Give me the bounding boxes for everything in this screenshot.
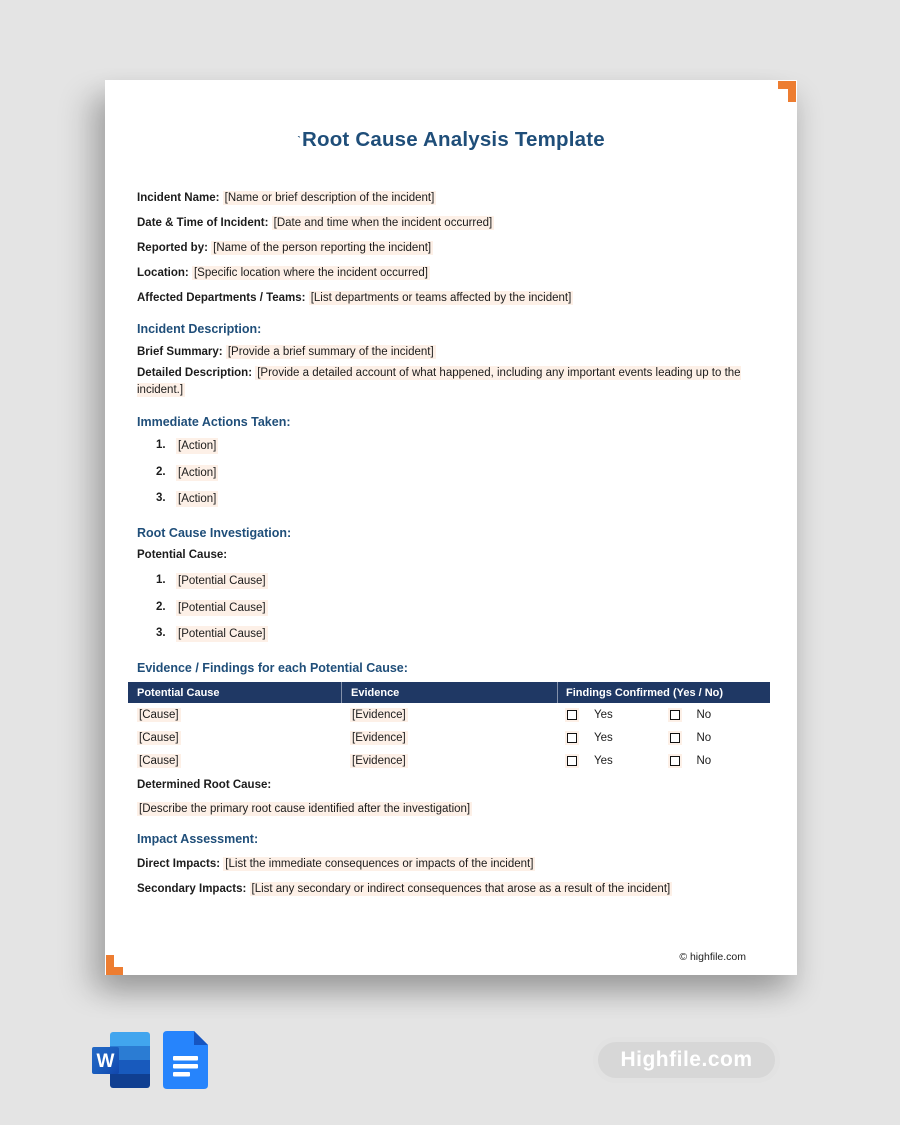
field-incident-name [137,191,765,205]
potential-cause-placeholder: [Potential Cause] [178,601,266,614]
yes-checkbox[interactable] [565,731,579,745]
evidence-placeholder: [Evidence] [352,708,406,721]
brief-summary-label: Brief Summary: [137,346,223,358]
checkbox-icon [670,710,680,720]
checkbox-icon [567,710,577,720]
field-placeholder: [Name or brief description of the incident] [224,192,435,204]
document-page [105,80,797,975]
cause-cell [128,709,341,721]
field-placeholder: [Name of the person reporting the incident] [213,242,432,254]
field-placeholder: [Specific location where the incident occurred] [193,267,428,279]
list-item [156,465,765,481]
direct-impacts-label: Direct Impacts: [137,858,221,870]
page-title-text: Root Cause Analysis Template [301,128,605,151]
yes-option [565,754,668,768]
immediate-actions-list [137,438,765,507]
checkbox-icon [670,756,680,766]
potential-cause-placeholder: [Potential Cause] [178,575,266,587]
potential-cause-list [137,573,765,642]
determined-root-cause-line [137,802,765,816]
table-header-row [128,682,770,703]
corner-accent-bottom-left-icon [106,955,123,975]
ms-word-icon[interactable] [92,1032,150,1088]
list-item [156,491,765,507]
no-option [668,754,771,768]
cause-cell [128,755,341,767]
secondary-impacts-line [137,882,765,896]
no-checkbox[interactable] [668,731,682,745]
list-number: 1. [156,439,166,451]
no-label: No [696,731,712,744]
field-label: Date & Time of Incident: [137,217,269,229]
findings-cell [557,731,770,745]
cause-cell [128,732,341,744]
cause-placeholder: [Cause] [139,708,179,721]
findings-cell [557,754,770,768]
table-row [128,726,770,749]
cause-placeholder: [Cause] [139,754,179,767]
yes-checkbox[interactable] [565,754,579,768]
section-heading-root-cause-investigation: Root Cause Investigation: [137,526,292,540]
list-number: 2. [156,600,166,613]
field-label: Location: [137,267,189,279]
incident-fields [137,191,765,305]
brief-summary-placeholder: [Provide a brief summary of the incident] [227,346,434,358]
field-label: Affected Departments / Teams: [137,292,306,304]
yes-label: Yes [594,731,613,744]
action-placeholder: [Action] [178,493,217,505]
checkbox-icon [567,733,577,743]
evidence-table [128,682,770,772]
checkbox-icon [567,756,577,766]
google-docs-icon[interactable] [163,1031,208,1089]
column-header-evidence: Evidence [341,682,557,703]
watermark-label: Highfile.com [620,1048,753,1071]
evidence-cell [341,732,557,744]
no-label: No [696,708,712,721]
no-label: No [696,754,712,767]
corner-accent-top-right-icon [778,81,796,102]
evidence-placeholder: [Evidence] [352,731,406,744]
section-heading-incident-description: Incident Description: [137,322,262,336]
column-header-potential-cause: Potential Cause [137,686,220,699]
field-placeholder: [List departments or teams affected by the incident] [310,292,572,304]
list-number: 3. [156,627,166,639]
determined-root-cause-label: Determined Root Cause: [137,779,272,791]
evidence-cell [341,755,557,767]
list-number: 2. [156,465,166,478]
highfile-watermark-button[interactable] [593,1037,780,1083]
field-affected-departments [137,291,765,305]
action-placeholder: [Action] [178,440,217,452]
title-tick-mark: ˋ [297,135,301,147]
field-location [137,266,765,280]
list-item [156,573,765,589]
copyright-text: © highfile.com [679,951,746,963]
no-option [668,708,771,722]
no-checkbox[interactable] [668,708,682,722]
field-label: Incident Name: [137,192,220,204]
field-label: Reported by: [137,242,208,254]
checkbox-icon [670,733,680,743]
list-item [156,438,765,454]
detailed-description-placeholder: [Provide a detailed account of what happened, including any important events leading up to the incident.] [137,367,741,396]
brief-summary-line [137,345,765,359]
secondary-impacts-placeholder: [List any secondary or indirect consequences that arose as a result of the incident] [251,883,671,895]
list-item [156,600,765,616]
list-number: 1. [156,574,166,586]
action-placeholder: [Action] [178,466,217,479]
table-row [128,703,770,726]
determined-root-cause-placeholder: [Describe the primary root cause identified after the investigation] [139,803,471,815]
direct-impacts-placeholder: [List the immediate consequences or impacts of the incident] [225,858,534,870]
potential-cause-label: Potential Cause: [137,549,228,561]
direct-impacts-line [137,857,765,871]
no-checkbox[interactable] [668,754,682,768]
potential-cause-placeholder: [Potential Cause] [178,628,266,640]
section-heading-impact-assessment: Impact Assessment: [137,832,259,846]
detailed-description-line [137,365,765,399]
table-row [128,749,770,772]
column-header-findings-confirmed: Findings Confirmed (Yes / No) [557,682,770,703]
field-date-time [137,216,765,230]
yes-option [565,708,668,722]
page-title [137,128,765,153]
field-placeholder: [Date and time when the incident occurred] [273,217,493,229]
evidence-placeholder: [Evidence] [352,754,406,767]
list-item [156,626,765,642]
section-heading-evidence-findings: Evidence / Findings for each Potential Cause: [137,661,408,675]
field-reported-by [137,241,765,255]
cause-placeholder: [Cause] [139,731,179,744]
yes-label: Yes [594,754,613,767]
bottom-bar [0,1020,900,1125]
evidence-cell [341,709,557,721]
detailed-description-label: Detailed Description: [137,367,253,379]
yes-option [565,731,668,745]
list-number: 3. [156,492,166,504]
yes-checkbox[interactable] [565,708,579,722]
secondary-impacts-label: Secondary Impacts: [137,883,247,895]
section-heading-immediate-actions: Immediate Actions Taken: [137,415,291,429]
no-option [668,731,771,745]
word-icon-letter: W [96,1051,115,1072]
findings-cell [557,708,770,722]
yes-label: Yes [594,708,613,721]
